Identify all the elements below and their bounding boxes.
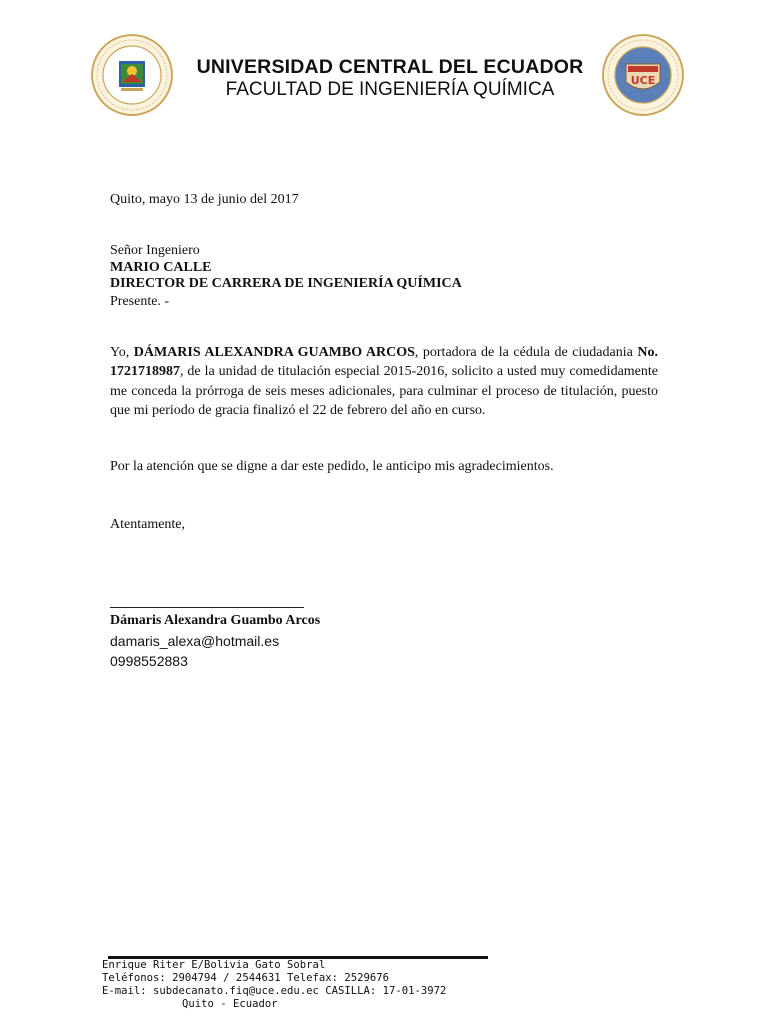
body-text-intro: Yo,: [110, 345, 134, 360]
presente-line: Presente. -: [110, 294, 170, 309]
university-seal-left-logo: [91, 34, 173, 116]
salutation: Señor Ingeniero: [110, 243, 200, 258]
id-number: No. 1721718987: [110, 345, 658, 380]
university-name: UNIVERSIDAD CENTRAL DEL ECUADOR: [196, 56, 584, 78]
footer-email: E-mail: subdecanato.fiq@uce.edu.ec CASILLA: 17-01-3972: [102, 985, 447, 997]
signer-phone: 0998552883: [110, 653, 188, 669]
svg-text:UCE: UCE: [630, 74, 656, 87]
faculty-name: FACULTAD DE INGENIERÍA QUÍMICA: [225, 79, 555, 100]
closing: Atentamente,: [110, 517, 186, 532]
recipient-title: DIRECTOR DE CARRERA DE INGENIERÍA QUÍMICA: [110, 276, 462, 291]
letter-body-paragraph: [110, 343, 658, 421]
footer-address: Enrique Riter E/Bolivia Gato Sobral: [102, 959, 326, 971]
university-seal-right-logo: [602, 34, 684, 116]
signer-name: Dámaris Alexandra Guambo Arcos: [110, 613, 321, 628]
letter-date: Quito, mayo 13 de junio del 2017: [110, 192, 299, 207]
body-text-mid: , portadora de la cédula de ciudadania: [414, 345, 638, 360]
signer-email: damaris_alexa@hotmail.es: [110, 633, 280, 649]
footer-city: Quito - Ecuador: [182, 998, 278, 1010]
applicant-name: DÁMARIS ALEXANDRA GUAMBO ARCOS: [133, 345, 415, 360]
recipient-name: MARIO CALLE: [110, 260, 212, 275]
body-text-request: , de la unidad de titulación especial 2015-2016, solicito a usted muy comedidamente me conceda la prórroga de seis meses adicionales, para culminar el proceso de titulación, puesto que mi periodo de gracia finalizó el 22 de febrero del año en curso.: [110, 364, 658, 419]
signature-line: [110, 607, 304, 608]
footer-phones: Teléfonos: 2904794 / 2544631 Telefax: 2529676: [102, 972, 390, 984]
thanks-paragraph: Por la atención que se digne a dar este pedido, le anticipo mis agradecimientos.: [110, 459, 554, 474]
